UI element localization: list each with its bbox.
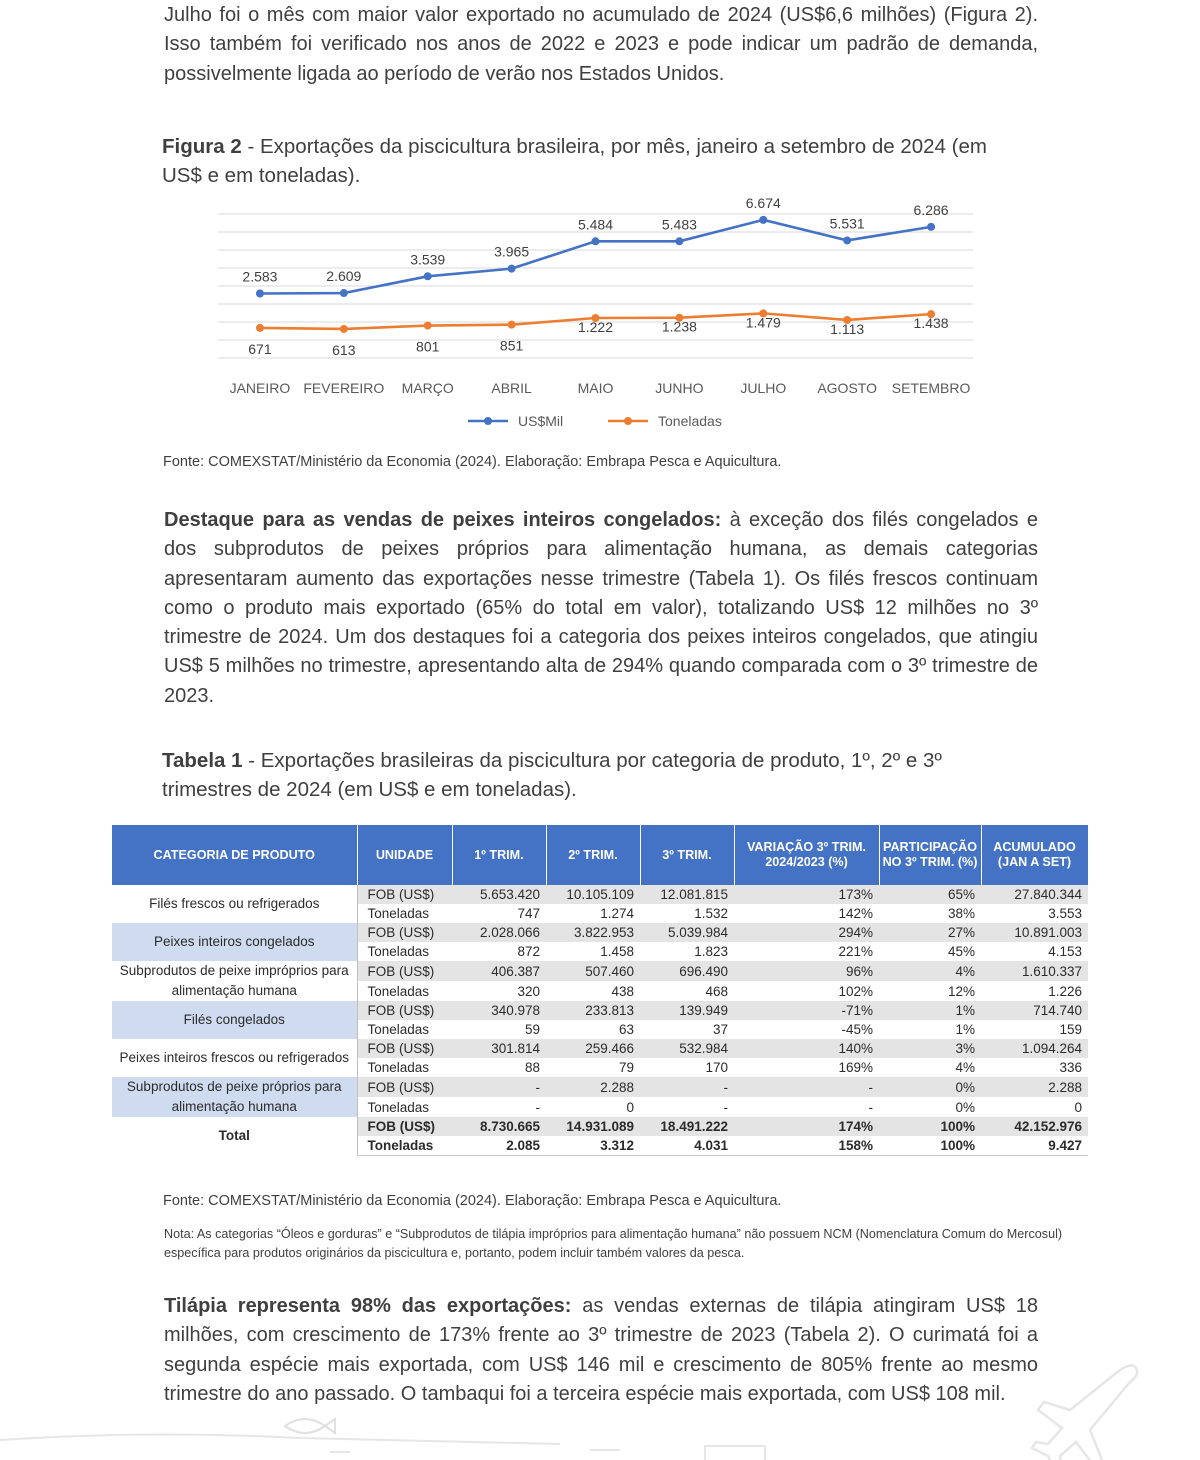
value-cell: 38% [947, 906, 975, 921]
value-cell: 2.288 [981, 1077, 1088, 1097]
category-cell: Subprodutos de peixe próprios para alimentação humana [112, 1077, 357, 1117]
airplane-outline-icon [1032, 1365, 1137, 1460]
table-row [112, 885, 1088, 904]
category-cell: Peixes inteiros congelados [112, 923, 357, 961]
value-cell: -71% [734, 1001, 879, 1020]
value-cell: 142% [838, 906, 873, 921]
unit-cell: Toneladas [357, 904, 452, 923]
unit-cell: Toneladas [357, 1136, 452, 1156]
data-label: 801 [416, 338, 440, 355]
category-cell: Filés frescos ou refrigerados [149, 896, 320, 911]
legend-label: Toneladas [658, 413, 722, 429]
value-cell: 696.490 [640, 961, 734, 981]
fish-outline-icon [285, 1419, 335, 1433]
value-cell: 169% [838, 1060, 873, 1075]
value-cell: 100% [879, 1136, 981, 1156]
x-tick-label: FEVEREIRO [303, 380, 385, 396]
data-point [759, 216, 767, 224]
tilapia-text: as vendas externas de tilápia atingiram US$ 18 milhões, com crescimento de 173% frente ao 3º trimestre de 2023 (Tabela 2). O curimatá foi a segunda espécie mais exportada, com US$ 146 mil e crescimento de 805% frente ao mesmo trimestre do ano passado. O tambaqui foi a terceira espécie mais exportada, com US$ 108 mil. [164, 1295, 1038, 1405]
value-cell: 27% [879, 923, 981, 942]
table-row [112, 1039, 1088, 1058]
figure-caption [162, 132, 1022, 190]
header-unit: UNIDADE [357, 825, 452, 885]
table-row [112, 1117, 1088, 1136]
value-cell: 5.653.420 [452, 885, 546, 904]
value-cell: -45% [841, 1022, 873, 1037]
value-cell: 2.028.066 [452, 923, 546, 942]
value-cell: 336 [1059, 1060, 1082, 1075]
category-cell: Total [218, 1128, 250, 1144]
x-tick-label: SETEMBRO [891, 380, 971, 396]
value-cell: - [734, 1077, 879, 1097]
value-cell: 438 [611, 983, 634, 999]
value-cell: 1.458 [600, 944, 634, 959]
header-q2: 2º TRIM. [546, 825, 640, 885]
value-cell: 8.730.665 [452, 1117, 546, 1136]
unit-cell: FOB (US$) [357, 1039, 452, 1058]
value-cell: 2.288 [546, 1077, 640, 1097]
value-cell: 872 [517, 944, 540, 959]
data-point [508, 321, 516, 329]
data-label: 6.674 [745, 196, 781, 211]
data-point [675, 237, 683, 245]
table-header-row [112, 825, 1088, 885]
value-cell: 340.978 [452, 1001, 546, 1020]
value-cell: 59 [524, 1022, 540, 1037]
exports-table [112, 825, 1089, 1156]
figure-source: Fonte: COMEXSTAT/Ministério da Economia (2024). Elaboração: Embrapa Pesca e Aquicultura. [163, 454, 782, 470]
data-label: 1.438 [913, 315, 949, 332]
data-label: 1.238 [661, 318, 697, 335]
unit-cell: FOB (US$) [357, 885, 452, 904]
value-cell: 100% [879, 1117, 981, 1136]
value-cell: 3.553 [1048, 906, 1082, 921]
value-cell: - [452, 1077, 546, 1097]
header-share: PARTICIPAÇÃO NO 3º TRIM. (%) [879, 825, 981, 885]
unit-cell: Toneladas [357, 1020, 452, 1039]
table-caption-text: - Exportações brasileiras da piscicultura por categoria de produto, 1º, 2º e 3º trimestres de 2024 (em US$ e em toneladas). [162, 749, 942, 801]
table-source: Fonte: COMEXSTAT/Ministério da Economia (2024). Elaboração: Embrapa Pesca e Aquicultura. [163, 1193, 782, 1209]
value-cell: - [535, 1099, 540, 1115]
data-point [256, 290, 264, 298]
value-cell: 1.226 [1048, 983, 1082, 999]
unit-cell: Toneladas [357, 1058, 452, 1077]
header-q3: 3º TRIM. [640, 825, 734, 885]
data-point [508, 265, 516, 273]
data-label: 1.479 [745, 314, 781, 331]
highlight-text: à exceção dos filés congelados e dos subprodutos de peixes próprios para alimentação humana, as demais categorias apresentaram aumento das exportações nesse trimestre (Tabela 1). Os filés frescos continuam como o produto mais exportado (65% do total em valor), totalizando US$ 12 milhões no 3º trimestre de 2024. Um dos destaques foi a categoria dos peixes inteiros congelados, que atingiu US$ 5 milhões no trimestre, apresentando alta de 294% quando comparada com o 3º trimestre de 2023. [164, 509, 1038, 707]
table-caption [162, 746, 1022, 804]
value-cell: 1% [955, 1022, 975, 1037]
value-cell: 10.105.109 [546, 885, 640, 904]
value-cell: 233.813 [546, 1001, 640, 1020]
value-cell: 18.491.222 [640, 1117, 734, 1136]
header-q1: 1º TRIM. [452, 825, 546, 885]
unit-cell: Toneladas [357, 1097, 452, 1117]
value-cell: 65% [879, 885, 981, 904]
value-cell: 96% [734, 961, 879, 981]
data-point [340, 325, 348, 333]
data-point [927, 223, 935, 231]
value-cell: 27.840.344 [981, 885, 1088, 904]
value-cell: 45% [947, 944, 975, 959]
value-cell: 1.532 [694, 906, 728, 921]
category-cell: Filés congelados [112, 1001, 357, 1039]
data-label: 2.583 [242, 268, 278, 285]
unit-cell: Toneladas [357, 981, 452, 1001]
data-label: 3.539 [410, 251, 446, 268]
x-tick-label: JUNHO [655, 380, 704, 396]
value-cell: 301.814 [452, 1039, 546, 1058]
value-cell: - [723, 1099, 728, 1115]
header-category: CATEGORIA DE PRODUTO [112, 825, 357, 885]
unit-cell: Toneladas [357, 942, 452, 961]
value-cell: 42.152.976 [981, 1117, 1088, 1136]
value-cell: 714.740 [981, 1001, 1088, 1020]
line-chart [200, 196, 1000, 436]
x-tick-label: JULHO [740, 380, 787, 396]
x-tick-label: JANEIRO [229, 380, 291, 396]
decorative-line-art [0, 1340, 1200, 1460]
x-tick-label: AGOSTO [817, 380, 877, 396]
header-accumulated: ACUMULADO (JAN A SET) [981, 825, 1088, 885]
value-cell: 747 [517, 906, 540, 921]
data-point [424, 322, 432, 330]
data-label: 5.483 [661, 216, 697, 233]
value-cell: 320 [517, 983, 540, 999]
value-cell: 294% [734, 923, 879, 942]
legend-label: US$Mil [518, 413, 564, 429]
table-label: Tabela 1 [162, 749, 243, 772]
value-cell: 102% [838, 983, 873, 999]
value-cell: 1.274 [600, 906, 634, 921]
value-cell: 2.085 [452, 1136, 546, 1156]
data-label: 1.113 [830, 320, 865, 337]
value-cell: 1.610.337 [981, 961, 1088, 981]
data-label: 2.609 [326, 268, 362, 285]
value-cell: - [868, 1099, 873, 1115]
value-cell: 63 [618, 1022, 634, 1037]
highlight-paragraph [164, 506, 1038, 711]
value-cell: 10.891.003 [981, 923, 1088, 942]
table-note: Nota: As categorias “Óleos e gorduras” e “Subprodutos de tilápia impróprios para alimentação humana” não possuem NCM (Nomenclatura Comum do Mercosul) específica para produtos originários da piscicultura e, portanto, podem incluir também valores da pesca. [164, 1227, 1063, 1260]
data-point [592, 237, 600, 245]
value-cell: 0% [879, 1077, 981, 1097]
unit-cell: FOB (US$) [357, 923, 452, 942]
x-tick-label: ABRIL [491, 380, 532, 396]
value-cell: 9.427 [981, 1136, 1088, 1156]
value-cell: 0% [955, 1099, 975, 1115]
intro-paragraph: Julho foi o mês com maior valor exportado no acumulado de 2024 (US$6,6 milhões) (Figura 2). Isso também foi verificado nos anos de 2022 e 2023 e pode indicar um padrão de demanda, possivelmente ligada ao período de verão nos Estados Unidos. [164, 4, 1038, 85]
value-cell: 174% [734, 1117, 879, 1136]
unit-cell: FOB (US$) [357, 1077, 452, 1097]
value-cell: 170 [705, 1060, 728, 1075]
value-cell: 507.460 [546, 961, 640, 981]
value-cell: 12% [947, 983, 975, 999]
table-row [112, 961, 1088, 981]
figure-caption-text: - Exportações da piscicultura brasileira, por mês, janeiro a setembro de 2024 (em US$ e em toneladas). [162, 135, 987, 187]
value-cell: 3.822.953 [546, 923, 640, 942]
data-label: 613 [332, 341, 356, 358]
value-cell: 173% [734, 885, 879, 904]
value-cell: 221% [838, 944, 873, 959]
unit-cell: FOB (US$) [357, 961, 452, 981]
x-tick-label: MARÇO [401, 380, 454, 396]
value-cell: 37 [712, 1022, 728, 1037]
value-cell: - [640, 1077, 734, 1097]
data-label: 5.531 [829, 215, 865, 232]
value-cell: 158% [734, 1136, 879, 1156]
value-cell: 4% [955, 1060, 975, 1075]
data-label: 6.286 [913, 201, 949, 218]
value-cell: 3% [879, 1039, 981, 1058]
data-point [843, 236, 851, 244]
value-cell: 406.387 [452, 961, 546, 981]
value-cell: 532.984 [640, 1039, 734, 1058]
box-outline-icon [705, 1446, 765, 1460]
value-cell: 1.094.264 [981, 1039, 1088, 1058]
value-cell: 5.039.984 [640, 923, 734, 942]
figure-label: Figura 2 [162, 135, 242, 158]
category-cell: Peixes inteiros frescos ou refrigerados [119, 1050, 350, 1065]
value-cell: 139.949 [640, 1001, 734, 1020]
data-label: 5.484 [577, 216, 614, 233]
table-row [112, 1077, 1088, 1097]
unit-cell: FOB (US$) [357, 1001, 452, 1020]
unit-cell: FOB (US$) [357, 1117, 452, 1136]
legend-marker [484, 417, 492, 425]
value-cell: 140% [734, 1039, 879, 1058]
tilapia-bold: Tilápia representa 98% das exportações: [164, 1295, 572, 1317]
data-point [424, 272, 432, 280]
value-cell: 4% [879, 961, 981, 981]
data-point [340, 289, 348, 297]
category-cell: Subprodutos de peixe impróprios para alimentação humana [119, 963, 349, 998]
value-cell: 159 [1059, 1022, 1082, 1037]
value-cell: 4.153 [1048, 944, 1082, 959]
value-cell: 12.081.815 [640, 885, 734, 904]
value-cell: 3.312 [546, 1136, 640, 1156]
x-tick-label: MAIO [577, 380, 614, 396]
highlight-bold: Destaque para as vendas de peixes inteiros congelados: [164, 509, 722, 531]
table-row [112, 1001, 1088, 1020]
data-label: 1.222 [577, 319, 614, 336]
value-cell: 4.031 [640, 1136, 734, 1156]
data-label: 3.965 [494, 243, 530, 260]
header-variation: VARIAÇÃO 3º TRIM. 2024/2023 (%) [734, 825, 879, 885]
value-cell: 0 [1074, 1099, 1082, 1115]
data-point [256, 324, 264, 332]
value-cell: 88 [524, 1060, 540, 1075]
value-cell: 0 [626, 1099, 634, 1115]
value-cell: 259.466 [546, 1039, 640, 1058]
value-cell: 468 [705, 983, 728, 999]
value-cell: 79 [618, 1060, 634, 1075]
data-label: 851 [499, 337, 524, 354]
value-cell: 1% [879, 1001, 981, 1020]
data-label: 671 [248, 340, 272, 357]
table-row [112, 923, 1088, 942]
value-cell: 1.823 [694, 944, 728, 959]
legend-marker [624, 417, 632, 425]
value-cell: 14.931.089 [546, 1117, 640, 1136]
